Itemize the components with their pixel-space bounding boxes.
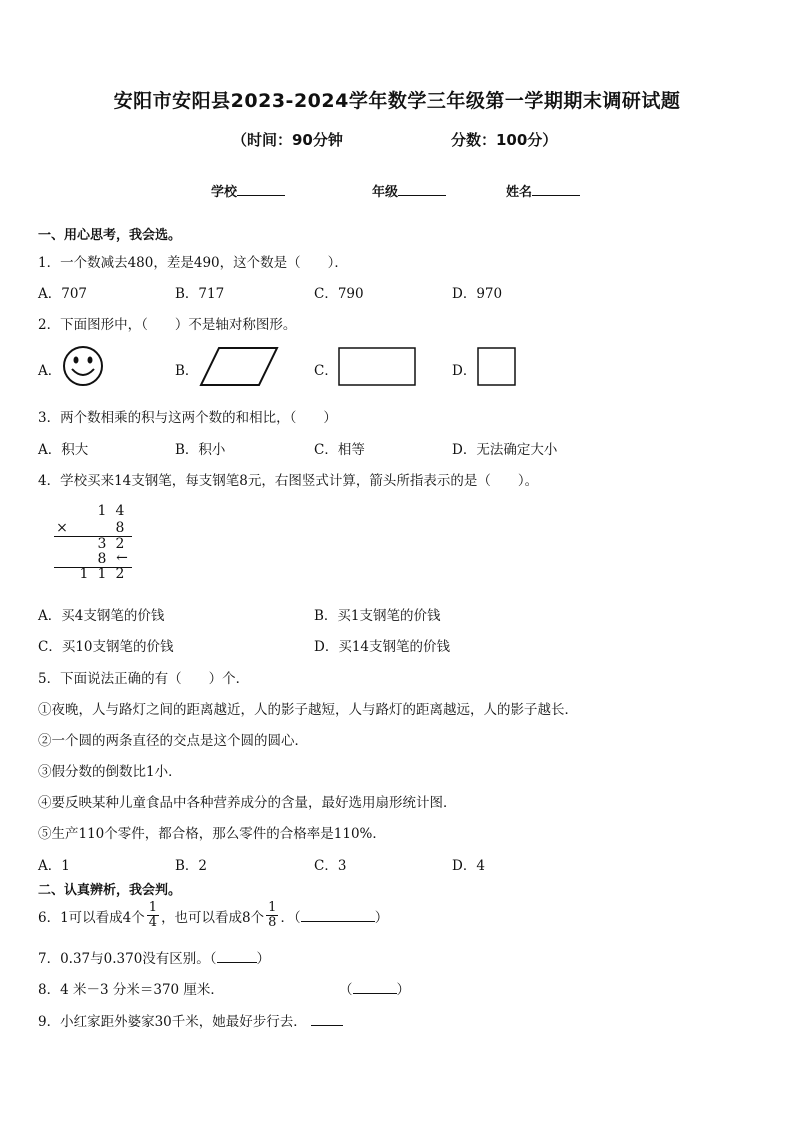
q2-option-b[interactable]: B． [175,363,199,379]
calc-digit: 8 [115,520,125,536]
fraction-one-eighth [266,901,278,930]
exam-score: 分数：100分） [451,131,558,149]
school-field[interactable] [211,181,285,200]
q8-answer-blank[interactable] [353,981,397,994]
q6-part: ，也可以看成8个 [161,909,265,926]
q4-option-b[interactable]: B．买1支钢笔的价钱 [314,608,441,624]
calc-digit: 1 [97,566,107,582]
q7-part: 7．0.37与0.370没有区别。（ [38,951,217,967]
page-title: 安阳市安阳县2023-2024学年数学三年级第一学期期末调研试题 [113,90,681,112]
vertical-multiplication [54,503,134,583]
q5-text: 5．下面说法正确的有（ ）个． [38,671,250,687]
school-label: 学校 [211,185,238,200]
fraction-numerator: 1 [268,900,277,915]
q5-statement: ③假分数的倒数比1小． [38,764,182,780]
q5-statement: ④要反映某种儿童食品中各种营养成分的含量，最好选用扇形统计图． [38,795,457,811]
rectangle-icon [337,346,417,388]
calc-digit: 1 [79,566,89,582]
q5-option-a[interactable]: A．1 [38,858,70,874]
calc-digit: 1 [97,503,107,519]
grade-field[interactable] [372,181,446,200]
calc-digit: 8 [97,551,107,567]
q5-statement: ⑤生产110个零件，都合格，那么零件的合格率是110%． [38,826,386,842]
name-field[interactable] [506,181,580,200]
square-icon [476,346,518,388]
q4-option-d[interactable]: D．买14支钢笔的价钱 [314,639,451,655]
calc-digit: 3 [97,536,107,552]
times-sign: × [56,520,68,536]
fraction-denominator: 8 [268,915,277,930]
q9-part: 9．小红家距外婆家30千米，她最好步行去． [38,1014,307,1030]
grade-label: 年级 [372,185,399,200]
q2-option-c[interactable]: C． [314,363,338,379]
left-arrow-icon: ← [116,550,128,566]
q8-part: ） [396,982,410,998]
calc-digit: 2 [115,566,125,582]
q8-part: （ [339,982,353,998]
q3-option-d[interactable]: D．无法确定大小 [452,442,558,458]
section1-heading: 一、用心思考，我会选。 [38,228,182,243]
q4-option-c[interactable]: C．买10支钢笔的价钱 [38,639,174,655]
q1-option-b[interactable]: B．717 [175,286,225,302]
q9-text [38,1010,343,1030]
q6-text [38,901,388,930]
q2-text: 2．下面图形中，（ ）不是轴对称图形。 [38,317,297,333]
q5-option-c[interactable]: C．3 [314,858,347,874]
q3-option-c[interactable]: C．相等 [314,442,365,458]
q8-answer [339,978,410,998]
calc-digit: 4 [115,503,125,519]
q1-option-c[interactable]: C．790 [314,286,364,302]
q6-part: ．（ [280,909,301,926]
q9-answer-blank[interactable] [311,1013,343,1026]
q2-option-d[interactable]: D． [452,363,477,379]
q3-option-b[interactable]: B．积小 [175,442,226,458]
q4-option-a[interactable]: A．买4支钢笔的价钱 [38,608,165,624]
q6-part: 6．1可以看成4个 [38,909,145,926]
q5-option-b[interactable]: B．2 [175,858,208,874]
smiley-face-icon [62,345,104,387]
q6-part: ） [374,909,389,926]
calc-digit: 2 [115,536,125,552]
section2-heading: 二、认真辨析，我会判。 [38,883,182,898]
q1-option-d[interactable]: D．970 [452,286,503,302]
q1-text: 1．一个数减去480，差是490，这个数是（ ）． [38,255,348,271]
q5-statement: ②一个圆的两条直径的交点是这个圆的圆心． [38,733,308,749]
name-label: 姓名 [506,185,533,200]
q7-answer-blank[interactable] [217,950,257,963]
name-blank[interactable] [532,183,580,196]
q7-text [38,947,270,967]
q3-option-a[interactable]: A．积大 [38,442,89,458]
q5-option-d[interactable]: D．4 [452,858,485,874]
parallelogram-icon [199,346,279,388]
grade-blank[interactable] [398,183,446,196]
fraction-one-quarter [147,901,159,930]
fraction-numerator: 1 [148,900,158,915]
school-blank[interactable] [237,183,285,196]
q8-text: 8．4 米－3 分米＝370 厘米． [38,982,224,998]
fraction-denominator: 4 [148,915,158,930]
q5-statement: ①夜晚，人与路灯之间的距离越近，人的影子越短，人与路灯的距离越远，人的影子越长． [38,702,578,718]
q2-option-a[interactable]: A． [38,363,62,379]
q4-text: 4．学校买来14支钢笔，每支钢笔8元，右图竖式计算，箭头所指表示的是（ ）。 [38,473,539,489]
q6-answer-blank[interactable] [301,909,375,922]
exam-time: （时间：90分钟 [232,131,343,149]
q1-option-a[interactable]: A．707 [38,286,88,302]
q7-part: ） [256,951,271,967]
q3-text: 3．两个数相乘的积与这两个数的和相比，（ ） [38,410,337,426]
